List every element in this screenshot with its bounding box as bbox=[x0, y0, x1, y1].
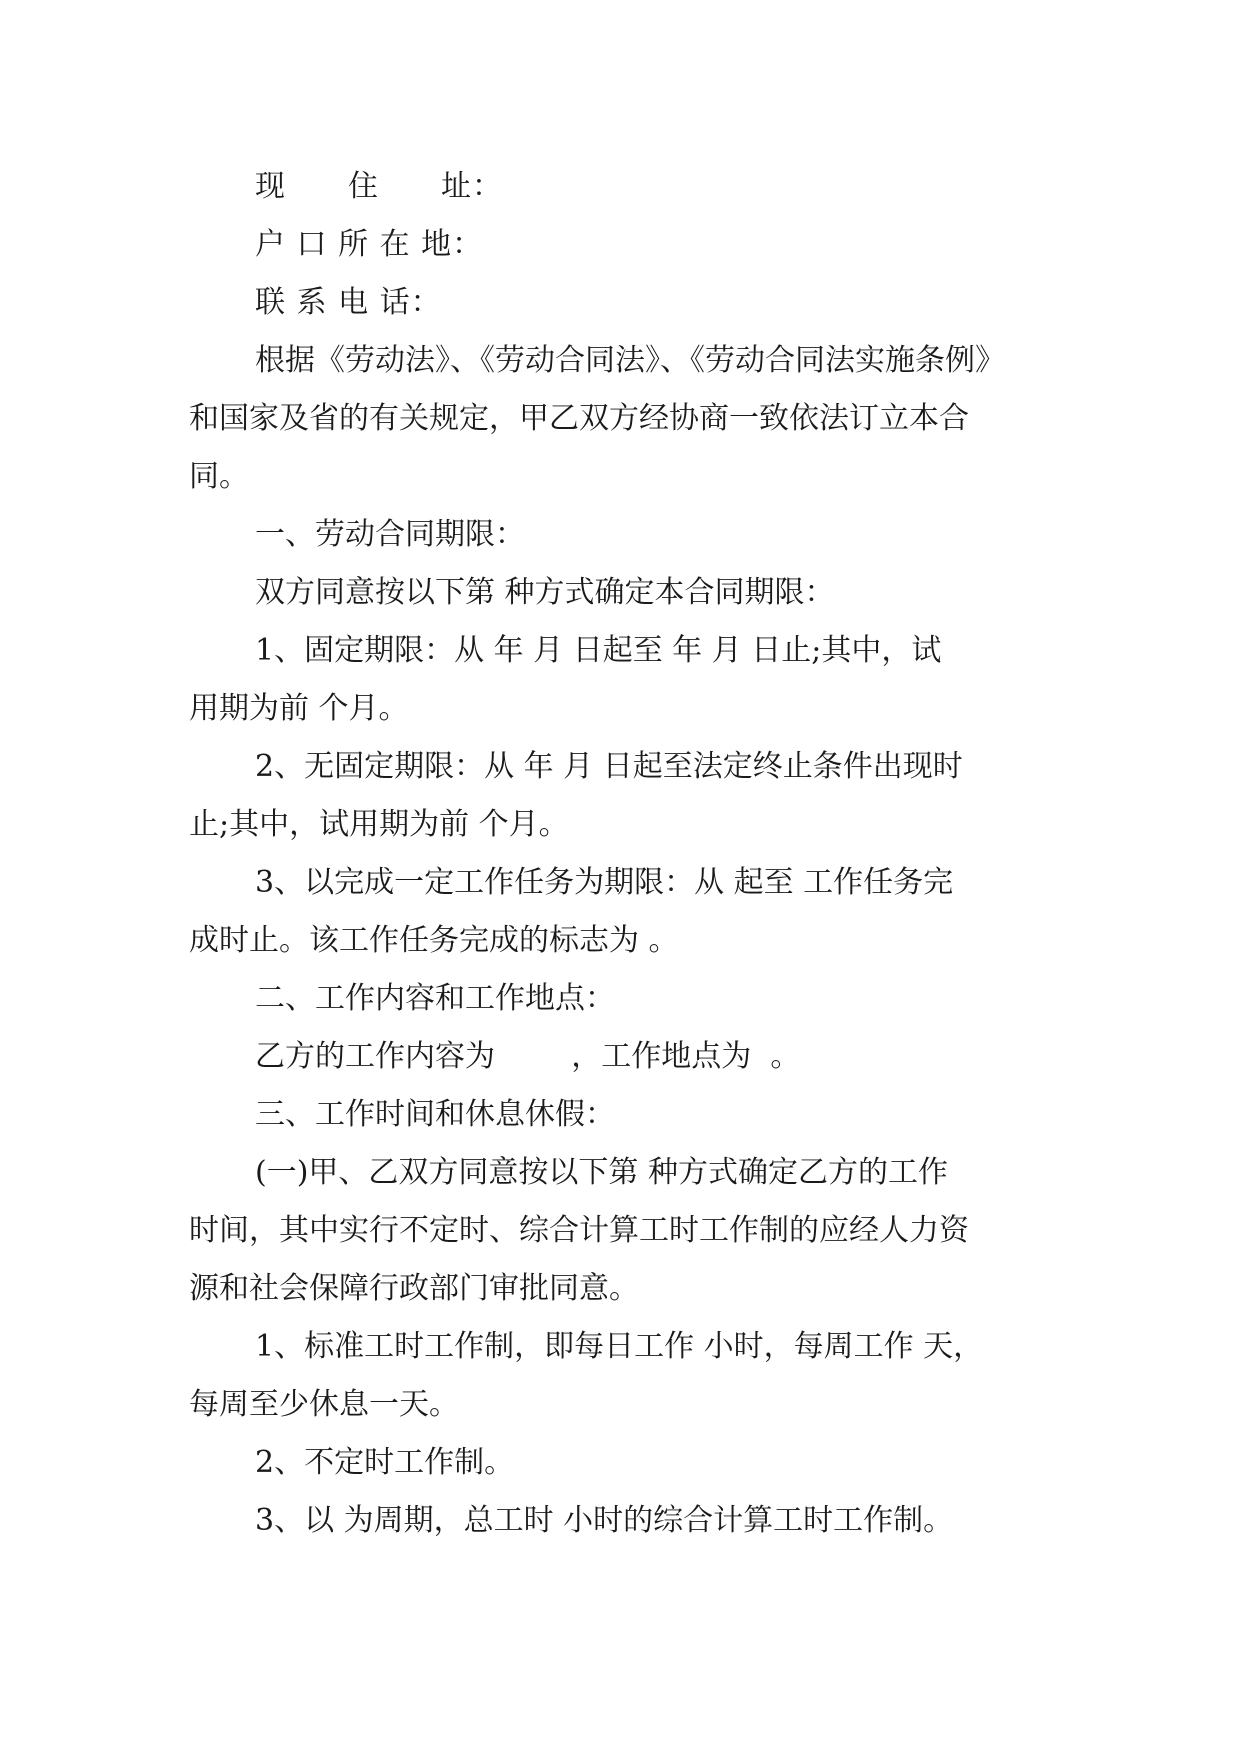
section-heading: 二、工作内容和工作地点： bbox=[255, 981, 615, 1016]
section-heading: 三、工作时间和休息休假： bbox=[255, 1097, 615, 1132]
paragraph-line: 1、标准工时工作制，即每日工作 小时，每周工作 天， bbox=[255, 1329, 984, 1364]
paragraph-line: 止;其中，试用期为前 个月。 bbox=[189, 807, 569, 842]
section-heading: 一、劳动合同期限： bbox=[255, 517, 525, 552]
paragraph-line: 同。 bbox=[189, 459, 249, 494]
paragraph-line: 用期为前 个月。 bbox=[189, 691, 409, 726]
paragraph-line: 根据《劳动法》、《劳动合同法》、《劳动合同法实施条例》 bbox=[255, 343, 1005, 378]
paragraph-line: 源和社会保障行政部门审批同意。 bbox=[189, 1271, 639, 1306]
paragraph-line: 3、以完成一定工作任务为期限：从 起至 工作任务完 bbox=[255, 865, 954, 900]
paragraph-line: 2、不定时工作制。 bbox=[255, 1445, 515, 1480]
paragraph-line: 每周至少休息一天。 bbox=[189, 1387, 459, 1422]
field-address: 现 住 址： bbox=[255, 169, 503, 204]
paragraph-line: 乙方的工作内容为 ，工作地点为 。 bbox=[255, 1039, 801, 1074]
paragraph-line: 成时止。该工作任务完成的标志为 。 bbox=[189, 923, 679, 958]
paragraph-line: 1、固定期限：从 年 月 日起至 年 月 日止;其中，试 bbox=[255, 633, 942, 668]
paragraph-line: (一)甲、乙双方同意按以下第 种方式确定乙方的工作 bbox=[255, 1155, 948, 1190]
paragraph-line: 2、无固定期限：从 年 月 日起至法定终止条件出现时 bbox=[255, 749, 963, 784]
paragraph-line: 和国家及省的有关规定，甲乙双方经协商一致依法订立本合 bbox=[189, 401, 969, 436]
paragraph-line: 双方同意按以下第 种方式确定本合同期限： bbox=[255, 575, 835, 610]
paragraph-line: 3、以 为周期，总工时 小时的综合计算工时工作制。 bbox=[255, 1503, 954, 1538]
field-hukou: 户 口 所 在 地： bbox=[255, 227, 484, 262]
document-body bbox=[189, 158, 1059, 1550]
field-phone: 联 系 电 话： bbox=[255, 285, 442, 320]
paragraph-line: 时间，其中实行不定时、综合计算工时工作制的应经人力资 bbox=[189, 1213, 969, 1248]
